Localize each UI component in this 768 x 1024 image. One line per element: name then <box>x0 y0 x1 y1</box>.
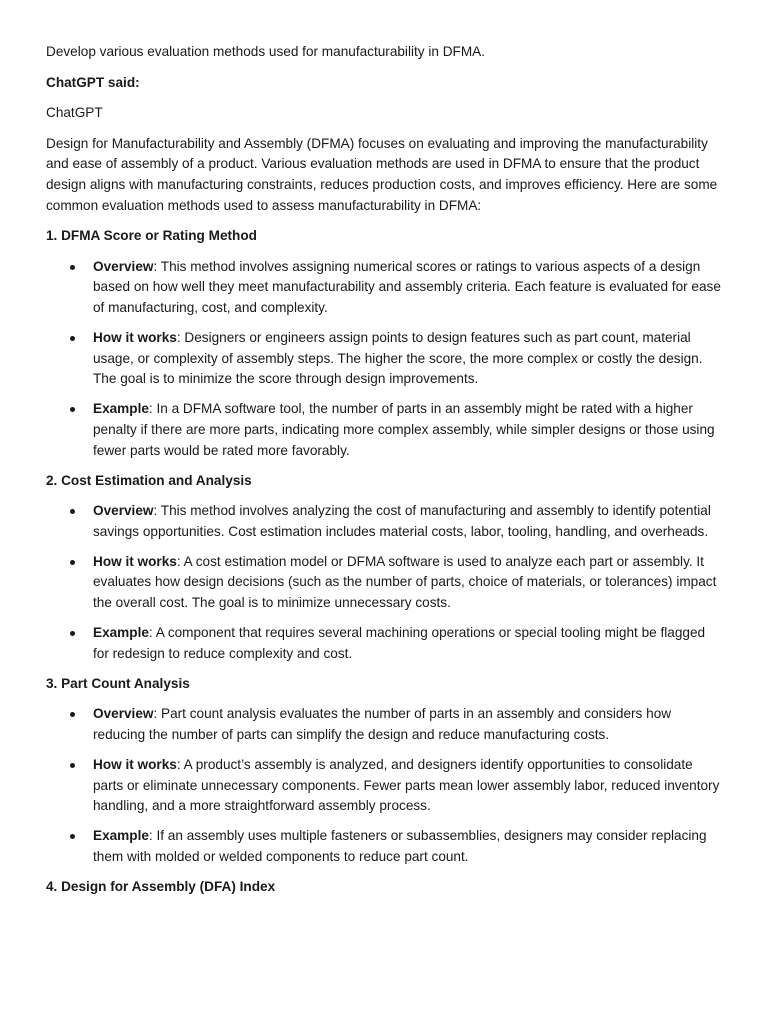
bullet-list <box>46 501 722 664</box>
item-text: : In a DFMA software tool, the number of parts in an assembly might be rated with a higher penalty if there are more parts, indicating more complex assembly, while simpler designs or those using fewer parts would be rated more favorably. <box>93 401 715 458</box>
item-text: : A component that requires several machining operations or special tooling might be flagged for redesign to reduce complexity and cost. <box>93 625 706 661</box>
list-item <box>46 552 722 614</box>
item-term: Example <box>93 828 149 844</box>
section-heading: 3. Part Count Analysis <box>46 675 190 691</box>
item-text: : A cost estimation model or DFMA software is used to analyze each part or assembly. It evaluates how design decisions (such as the number of parts, choice of materials, or tolerances) impact the overall cost. The goal is to minimize unnecessary costs. <box>93 553 717 611</box>
list-item <box>46 328 722 390</box>
item-text: : A product’s assembly is analyzed, and designers identify opportunities to consolidate parts or eliminate unnecessary components. Fewer parts mean lower assembly labor, reduced inventory handling, and a more straightforward assembly process. <box>93 757 720 814</box>
user-prompt: Develop various evaluation methods used for manufacturability in DFMA. <box>46 44 485 59</box>
list-item <box>46 826 722 867</box>
item-text: : This method involves assigning numerical scores or ratings to various aspects of a design based on how well they meet manufacturability and assembly criteria. Each feature is evaluated for ease of manufacturing, cost, and complexity. <box>93 258 721 315</box>
bullet-list <box>46 257 722 461</box>
list-item <box>46 704 722 745</box>
item-text: : Designers or engineers assign points to design features such as part count, material usage, or complexity of assembly steps. The higher the score, the more complex or costly the design. The goal is to minimize the score through design improvements. <box>93 330 703 387</box>
list-item <box>46 623 722 664</box>
item-term: Overview <box>93 503 154 519</box>
bullet-list <box>46 704 722 867</box>
intro-paragraph: Design for Manufacturability and Assembly (DFMA) focuses on evaluating and improving the manufacturability and ease of assembly of a product. Various evaluation methods are used in DFMA to ensure that the product design aligns with manufacturing constraints, reduces production costs, and improves efficiency. Here are some common evaluation methods used to assess manufacturability in DFMA: <box>46 135 718 213</box>
item-term: How it works <box>93 330 177 346</box>
item-text: : If an assembly uses multiple fasteners or subassemblies, designers may consider replacing them with molded or welded components to reduce part count. <box>93 828 707 864</box>
item-text: : Part count analysis evaluates the number of parts in an assembly and considers how reducing the number of parts can simplify the design and reduce manufacturing costs. <box>93 706 672 743</box>
item-term: How it works <box>93 553 177 569</box>
section-heading: 4. Design for Assembly (DFA) Index <box>46 879 276 895</box>
item-term: Overview <box>93 706 154 722</box>
item-term: Overview <box>93 258 154 274</box>
list-item <box>46 755 722 817</box>
speaker-name: ChatGPT <box>46 105 103 121</box>
list-item <box>46 399 722 461</box>
list-item <box>46 257 722 319</box>
item-text: : This method involves analyzing the cost of manufacturing and assembly to identify potential savings opportunities. Cost estimation includes material costs, labor, tooling, handling, and overheads. <box>93 503 711 539</box>
section-heading: 2. Cost Estimation and Analysis <box>46 472 252 488</box>
item-term: Example <box>93 401 149 417</box>
item-term: How it works <box>93 757 177 773</box>
list-item <box>46 501 722 542</box>
item-term: Example <box>93 625 149 641</box>
section-heading: 1. DFMA Score or Rating Method <box>46 228 257 244</box>
speaker-said-label: ChatGPT said: <box>46 74 140 90</box>
